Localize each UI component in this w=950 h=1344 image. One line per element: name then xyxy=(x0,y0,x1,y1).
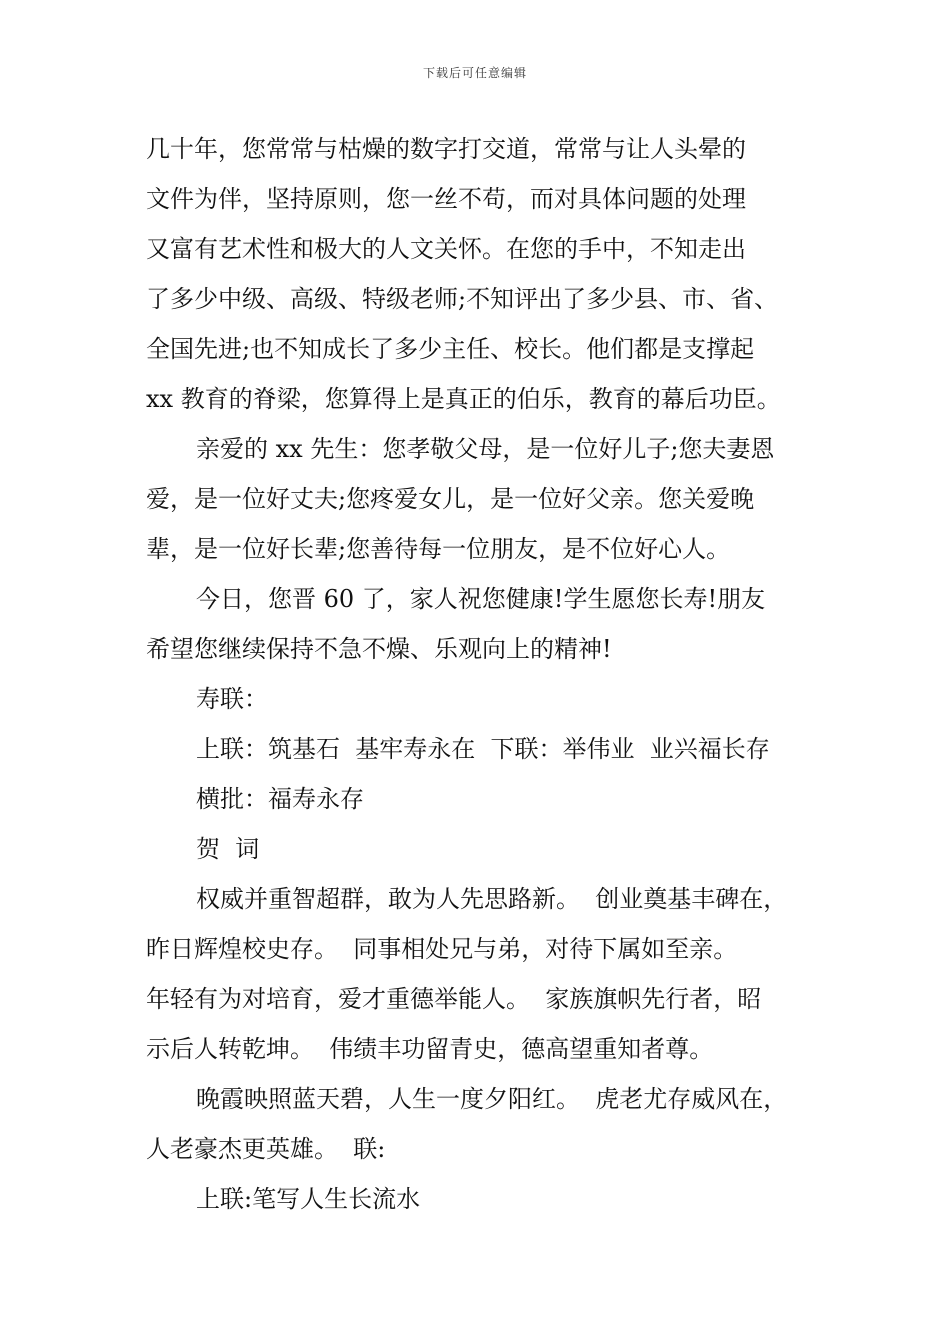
text-line: 横批：福寿永存 xyxy=(196,785,364,813)
text-line: 亲爱的 xx 先生：您孝敬父母，是一位好儿子;您夫妻恩 xyxy=(196,435,775,463)
text-line: 全国先进;也不知成长了多少主任、校长。他们都是支撑起 xyxy=(146,335,755,363)
text-line: 上联：筑基石 基牢寿永在 下联：举伟业 业兴福长存 xyxy=(196,735,770,763)
section-heading: 贺 词 xyxy=(196,835,260,863)
text-line: 爱，是一位好丈夫;您疼爱女儿，是一位好父亲。您关爱晚 xyxy=(146,485,755,513)
text-line: 希望您继续保持不急不燥、乐观向上的精神! xyxy=(146,635,612,663)
text-line: 又富有艺术性和极大的人文关怀。在您的手中，不知走出 xyxy=(146,235,746,263)
document-body xyxy=(146,124,836,1224)
text-line: 人老豪杰更英雄。 联: xyxy=(146,1135,386,1163)
text-line: xx 教育的脊梁，您算得上是真正的伯乐，教育的幕后功臣。 xyxy=(146,385,781,413)
text-line: 年轻有为对培育，爱才重德举能人。 家族旗帜先行者，昭 xyxy=(146,985,762,1013)
text-line: 上联:笔写人生长流水 xyxy=(196,1185,421,1213)
text-line: 辈，是一位好长辈;您善待每一位朋友，是不位好心人。 xyxy=(146,535,731,563)
text-line: 示后人转乾坤。 伟绩丰功留青史，德高望重知者尊。 xyxy=(146,1035,714,1063)
page-header: 下载后可任意编辑 xyxy=(422,66,527,80)
text-line: 晚霞映照蓝天碧，人生一度夕阳红。 虎老尤存威风在， xyxy=(196,1085,788,1113)
text-line: 文件为伴，坚持原则，您一丝不苟，而对具体问题的处理 xyxy=(146,185,746,213)
text-line: 今日，您晋 60 了，家人祝您健康!学生愿您长寿!朋友 xyxy=(196,585,766,613)
text-line: 权威并重智超群，敢为人先思路新。 创业奠基丰碑在， xyxy=(196,885,788,913)
text-line: 昨日辉煌校史存。 同事相处兄与弟，对待下属如至亲。 xyxy=(146,935,738,963)
text-line: 了多少中级、高级、特级老师;不知评出了多少县、市、省、 xyxy=(146,285,779,313)
text-line: 寿联： xyxy=(196,685,268,713)
text-line: 几十年，您常常与枯燥的数字打交道，常常与让人头晕的 xyxy=(146,135,746,163)
